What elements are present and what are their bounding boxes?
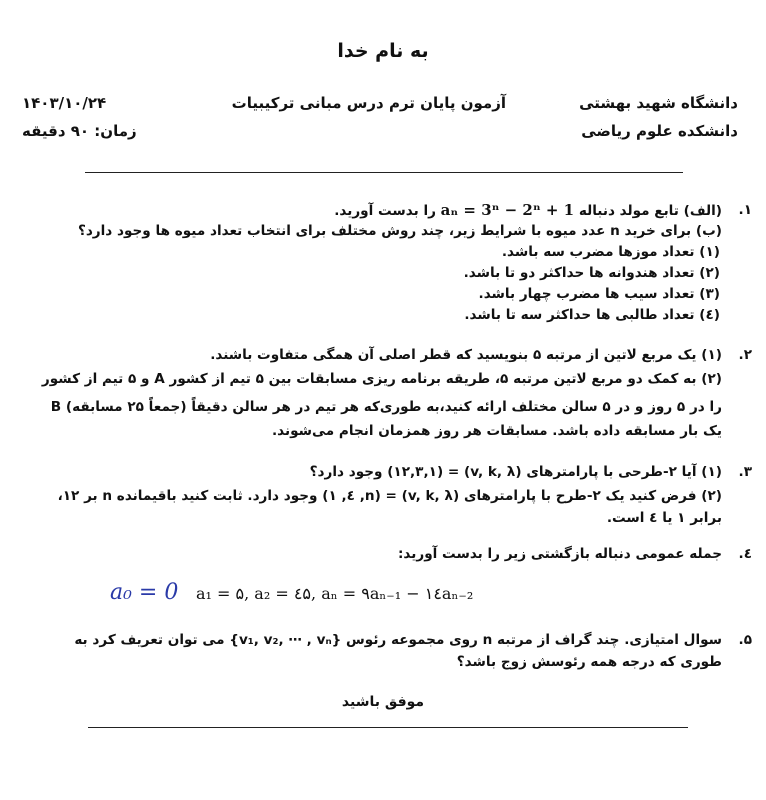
- condition-1: (۱) تعداد موزها مضرب سه باشد.: [501, 244, 720, 260]
- question-5-line-1: سوال امتیازی. چند گراف از مرتبه n روی مجموعه رئوس {v₁, v₂, ⋯ , vₙ} می توان تعریف کرد به: [74, 632, 722, 648]
- question-1a-suffix: را بدست آورید.: [334, 203, 436, 219]
- faculty-name: دانشکده علوم ریاضی: [581, 122, 738, 140]
- handwritten-initial-condition: a₀ = 0: [110, 580, 179, 605]
- condition-2: (۲) تعداد هندوانه ها حداکثر دو تا باشد.: [463, 265, 720, 281]
- question-5-line-2: طوری که درجه همه رئوسش زوج باشد؟: [456, 654, 722, 670]
- question-1-number: .۱: [738, 202, 752, 218]
- condition-3: (۳) تعداد سیب ها مضرب چهار باشد.: [478, 286, 720, 302]
- university-name: دانشگاه شهید بهشتی: [579, 94, 738, 112]
- question-1a: [334, 200, 722, 222]
- question-4-number: .٤: [738, 546, 752, 562]
- question-2-part-2-line-3: یک بار مسابقه داده باشد. مسابقات هر روز همزمان انجام می‌شوند.: [271, 423, 722, 439]
- exam-title: آزمون پایان ترم درس مبانی ترکیبیات: [231, 94, 506, 112]
- question-2: [20, 345, 752, 445]
- question-3-part-2-line-2: برابر ۱ یا ٤ است.: [606, 510, 722, 526]
- question-2-part-2-line-2: B (جمعاً ۲۵ مسابقه) را در ۵ روز و در ۵ سالن مختلف ارائه کنید،به طوری‌که هر تیم در هر سالن دقیقاً: [50, 399, 722, 415]
- question-3-number: .۳: [738, 464, 752, 480]
- question-1a-prefix: (الف) تابع مولد دنباله: [578, 203, 722, 219]
- recurrence-formula: a₁ = ۵, a₂ = ٤۵, aₙ = ۹aₙ₋₁ − ١٤aₙ₋₂: [196, 584, 474, 603]
- question-2-part-2-line-1: (۲) به کمک دو مربع لاتین مرتبه ۵، طریقه برنامه ریزی مسابقات بین ۵ تیم از کشور A و ۵ تیم از کشور: [41, 371, 722, 387]
- question-2-number: .۲: [738, 347, 752, 363]
- bismillah-title: به نام خدا: [337, 40, 429, 62]
- question-1b: (ب) برای خرید n عدد میوه با شرایط زیر، چند روش مختلف برای انتخاب تعداد میوه ها وجود دارد؟: [77, 223, 722, 239]
- question-5-number: .۵: [738, 632, 752, 648]
- question-3-part-1: (۱) آیا ۲-طرحی با پارامترهای (v, k, λ) = (۱۲,۳,۱) وجود دارد؟: [309, 464, 722, 480]
- question-1: [20, 200, 752, 335]
- exam-duration: زمان: ۹۰ دقیقه: [22, 122, 137, 140]
- footer-divider: [88, 727, 688, 728]
- question-3: [20, 462, 752, 532]
- question-2-part-1: (۱) یک مربع لاتین از مرتبه ۵ بنویسید که قطر اصلی آن همگی متفاوت باشند.: [210, 347, 722, 363]
- header-divider: [85, 172, 683, 173]
- question-5: [20, 630, 752, 680]
- condition-4: (٤) تعداد طالبی ها حداکثر سه تا باشد.: [464, 307, 720, 323]
- sequence-formula: aₙ = 3ⁿ − 2ⁿ + 1: [440, 201, 575, 219]
- closing-text: موفق باشید: [341, 694, 425, 710]
- question-4-text: جمله عمومی دنباله بازگشتی زیر را بدست آورید:: [398, 546, 722, 562]
- exam-date: ۱۴۰۳/۱۰/۲۴: [22, 94, 107, 112]
- question-3-part-2-line-1: (۲) فرض کنید یک ۲-طرح با پارامترهای (v, k, λ) = (n, ٤, ۱) وجود دارد. ثابت کنید باقیمانده n بر ۱۲،: [57, 488, 722, 504]
